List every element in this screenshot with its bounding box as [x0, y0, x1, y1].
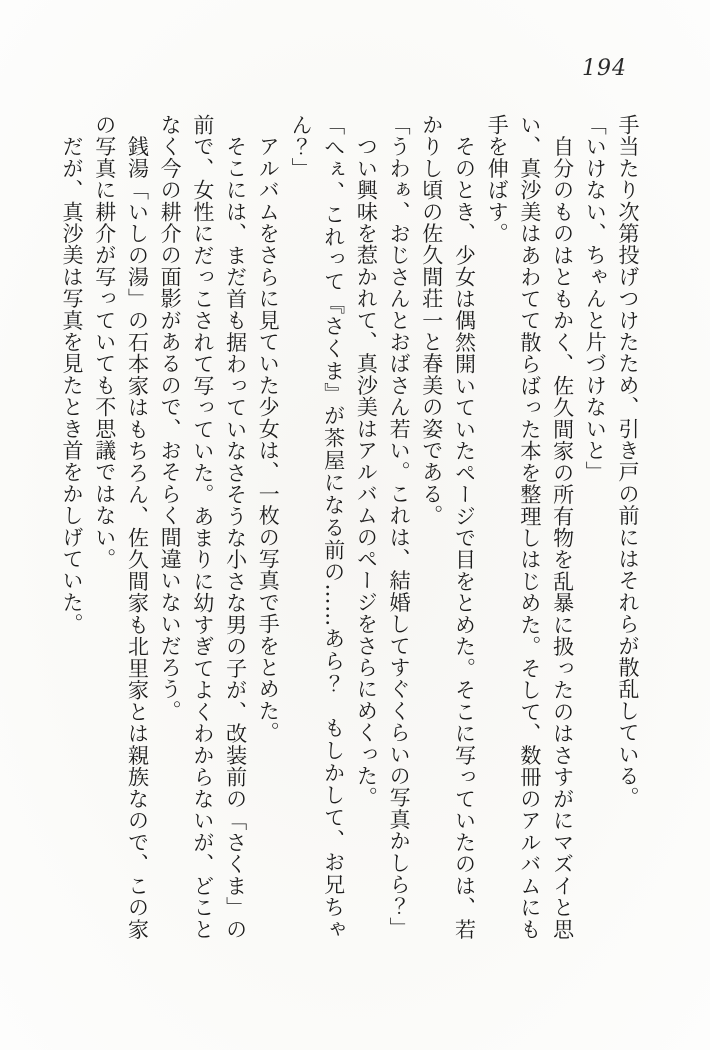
- paragraph: 「うわぁ、おじさんとおばさん若い。これは、結婚してすぐくらいの写真かしら？」: [387, 114, 412, 939]
- paragraph: 銭湯「いしの湯」の石本家はもちろん、佐久間家も北里家とは親族なので、この家の写真に耕介が写っていても不思議ではない。: [92, 114, 150, 940]
- page-text: [55, 114, 644, 940]
- paragraph: アルバムをさらに見ていた少女は、一枚の写真で手をとめた。: [256, 114, 281, 744]
- paragraph: 自分のものはともかく、佐久間家の所有物を乱暴に扱ったのはさすがにマズイと思い、真沙美はあわてて散らばった本を整理しはじめた。そして、数冊のアルバムにも手を伸ばす。: [485, 114, 575, 940]
- paragraph: つい興味を惹かれて、真沙美はアルバムのページをさらにめくった。: [354, 114, 379, 809]
- paragraph: 「いけない、ちゃんと片づけないと」: [583, 114, 608, 483]
- paragraph: そこには、まだ首も据わっていなさそうな小さな男の子が、改装前の「さくま」の前で、女性にだっこされて写っていた。あまりに幼すぎてよくわからないが、どことなく今の耕介の面影があるので、おそらく間違いないだろう。: [158, 114, 248, 940]
- paragraph: だが、真沙美は写真を見たとき首をかしげていた。: [60, 114, 85, 635]
- paragraph: そのとき、少女は偶然開いていたページで目をとめた。そこに写っていたのは、若かりし頃の佐久間荘一と春美の姿である。: [419, 114, 477, 940]
- paragraph: 手当たり次第投げつけたため、引き戸の前にはそれらが散乱している。: [616, 114, 640, 809]
- paragraph: 「へぇ、これって『さくま』が茶屋になる前の……あら？ もしかして、お兄ちゃん？」: [288, 114, 346, 940]
- page-number: 194: [582, 56, 627, 81]
